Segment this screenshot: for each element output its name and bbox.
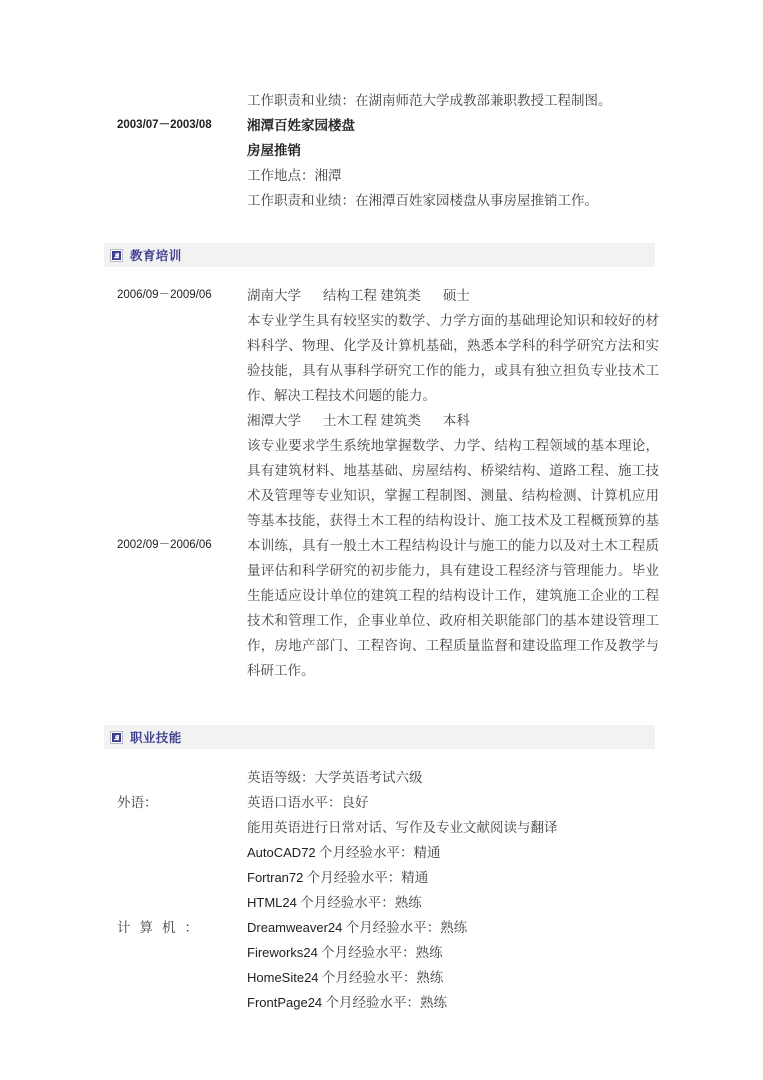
- skill-line: [247, 915, 659, 940]
- skill-app-name: Fireworks24: [247, 945, 318, 960]
- skill-app-name: HomeSite24: [247, 970, 319, 985]
- education-entry-heading: [247, 408, 659, 433]
- work-duty-content: [247, 88, 659, 113]
- skill-app-name: HTML24: [247, 895, 297, 910]
- section-title-education: 教育培训: [130, 249, 182, 263]
- skill-line: 能用英语进行日常对话、写作及专业文献阅读与翻译: [247, 820, 558, 835]
- section-header-education: [104, 243, 655, 267]
- work-duty-row: [0, 88, 763, 113]
- skill-line: [247, 990, 659, 1015]
- education-major: 结构工程 建筑类: [323, 288, 421, 303]
- education-description: 本专业学生具有较坚实的数学、力学方面的基础理论知识和较好的材料科学、物理、化学及计算机基础，熟悉本学科的科学研究方法和实验技能，具有从事科学研究工作的能力，或具有独立担负专业技术工作、解决工程技术问题的能力。: [247, 313, 659, 403]
- work-entry-company: 湘潭百姓家园楼盘: [247, 118, 355, 133]
- section-title-skills: 职业技能: [130, 731, 182, 745]
- skill-app-name: Dreamweaver24: [247, 920, 343, 935]
- image-placeholder-icon: [110, 249, 123, 262]
- skill-label-language: 外语：: [117, 795, 158, 810]
- work-trailing-duty: 工作职责和业绩：在湖南师范大学成教部兼职教授工程制图。: [247, 93, 612, 108]
- skill-values-language: [247, 765, 659, 840]
- skill-line: [247, 965, 659, 990]
- education-degree: 本科: [442, 413, 470, 428]
- work-entry-content: [247, 113, 659, 213]
- skill-line: 英语口语水平：良好: [247, 795, 369, 810]
- work-entry-position: 房屋推销: [247, 143, 301, 158]
- skill-app-level: 个月经验水平：熟练: [317, 945, 443, 960]
- education-entry-row: [0, 408, 763, 683]
- education-school: 湘潭大学: [247, 413, 301, 428]
- education-entry-content: [247, 408, 659, 683]
- skill-line: [247, 890, 659, 915]
- education-entry-heading: [247, 283, 659, 308]
- skill-values-computer: [247, 840, 659, 1015]
- education-entry-date: 2006/09－2009/06: [117, 289, 212, 301]
- education-entry-row: [0, 283, 763, 408]
- work-entry-date: 2003/07－2003/08: [117, 119, 212, 131]
- skill-line: [247, 940, 659, 965]
- education-school: 湖南大学: [247, 288, 301, 303]
- education-entry-date: 2002/09－2006/06: [117, 539, 212, 551]
- education-entry-content: [247, 283, 659, 408]
- education-major: 土木工程 建筑类: [323, 413, 421, 428]
- skill-app-name: Fortran72: [247, 870, 304, 885]
- skill-line: [247, 840, 659, 865]
- skill-group-language: [0, 765, 763, 840]
- education-description: 该专业要求学生系统地掌握数学、力学、结构工程领域的基本理论，具有建筑材料、地基基础、房屋结构、桥梁结构、道路工程、施工技术及管理等专业知识，掌握工程制图、测量、结构检测、计算机应用等基本技能，获得土木工程的结构设计、施工技术及工程概预算的基本训练，具有一般土木工程结构设计与施工的能力以及对土木工程质量评估和科学研究的初步能力，具有建设工程经济与管理能力。毕业生能适应设计单位的建筑工程的结构设计工作，建筑施工企业的工程技术和管理工作，企事业单位、政府相关职能部门的基本建设管理工作，房地产部门、工程咨询、工程质量监督和建设监理工作及教学与科研工作。: [247, 438, 659, 678]
- skill-line: 英语等级：大学英语考试六级: [247, 770, 423, 785]
- image-placeholder-icon: [110, 731, 123, 744]
- skill-label-computer: 计算机：: [117, 920, 207, 935]
- skill-app-name: FrontPage24: [247, 995, 323, 1010]
- skill-app-level: 个月经验水平：熟练: [318, 970, 444, 985]
- education-degree: 硕士: [442, 288, 470, 303]
- skill-app-level: 个月经验水平：熟练: [296, 895, 422, 910]
- skill-app-level: 个月经验水平：熟练: [342, 920, 468, 935]
- skill-app-level: 个月经验水平：熟练: [322, 995, 448, 1010]
- skill-app-level: 个月经验水平：精通: [303, 870, 429, 885]
- skill-app-name: AutoCAD72: [247, 845, 316, 860]
- section-header-skills: [104, 725, 655, 749]
- work-entry-location: 工作地点：湘潭: [247, 168, 342, 183]
- work-entry-row: [0, 113, 763, 213]
- skill-group-computer: [0, 840, 763, 1015]
- skill-line: [247, 865, 659, 890]
- skill-app-level: 个月经验水平：精通: [315, 845, 441, 860]
- work-entry-duty: 工作职责和业绩：在湘潭百姓家园楼盘从事房屋推销工作。: [247, 193, 598, 208]
